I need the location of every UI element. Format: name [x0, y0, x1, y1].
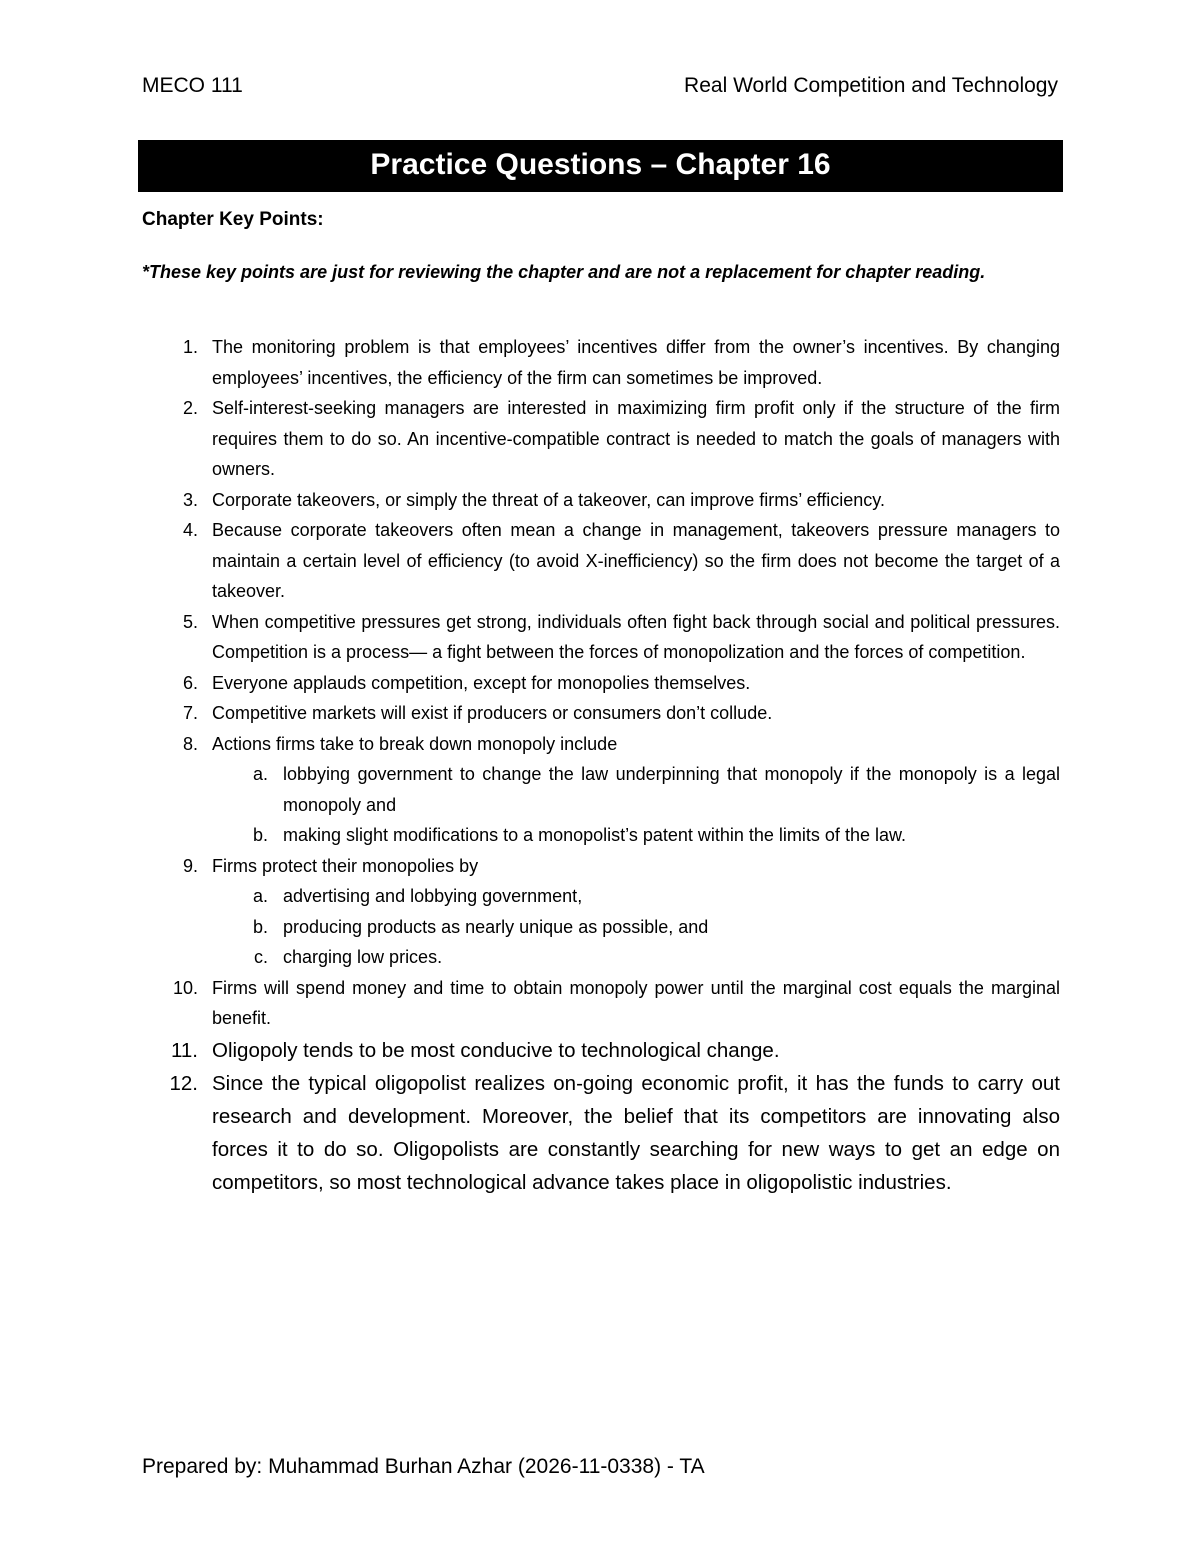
key-point-number: 5.	[182, 611, 198, 632]
key-point-text: Since the typical oligopolist realizes on-going economic profit, it has the funds to carry out research and development. Moreover, the belief that its competitors are innovating also forces it to do so. Oligopolists are constantly searching for new ways to get an edge on competitors, so most technological advance takes place in oligopolistic industries.	[212, 1071, 1060, 1194]
key-point-number: 11.	[171, 1038, 198, 1062]
header-topic: Real World Competition and Technology	[684, 74, 1058, 97]
key-point-text: When competitive pressures get strong, individuals often fight back through social and political pressures. Competition is a process— a fight between the forces of monopolization and the forces of competition.	[212, 611, 1060, 662]
key-point-item	[142, 973, 1060, 1034]
key-point-item	[142, 851, 1060, 973]
key-point-number: 10.	[172, 977, 198, 998]
sub-point-list	[212, 759, 1060, 851]
key-point-item	[142, 607, 1060, 668]
sub-point-text: charging low prices.	[283, 947, 443, 967]
key-point-text: Competitive markets will exist if producers or consumers don’t collude.	[212, 703, 773, 723]
key-point-item	[142, 393, 1060, 485]
key-point-number: 2.	[182, 398, 198, 418]
key-point-text: Actions firms take to break down monopoly include	[212, 733, 618, 754]
key-point-item	[142, 1034, 1060, 1067]
key-points-list	[142, 332, 1060, 1199]
sub-point-letter: c.	[253, 947, 268, 967]
key-point-item	[142, 515, 1060, 607]
page-title: Practice Questions – Chapter 16	[138, 140, 1063, 192]
sub-point-letter: a.	[252, 886, 268, 906]
sub-point-letter: b.	[252, 916, 268, 937]
key-point-number: 3.	[182, 489, 198, 510]
key-point-number: 4.	[182, 520, 198, 540]
key-point-number: 12.	[169, 1071, 198, 1095]
key-point-text: The monitoring problem is that employees’ incentives differ from the owner’s incentives. By changing employees’ incentives, the efficiency of the firm can sometimes be improved.	[212, 337, 1060, 388]
key-point-item	[142, 485, 1060, 516]
sub-point-text: lobbying government to change the law underpinning that monopoly if the monopoly is a legal monopoly and	[283, 764, 1060, 815]
sub-point-text: advertising and lobbying government,	[283, 886, 583, 906]
key-point-item	[142, 332, 1060, 393]
key-point-number: 1.	[182, 337, 198, 357]
key-point-text: Everyone applauds competition, except for monopolies themselves.	[212, 672, 751, 693]
key-point-text: Firms protect their monopolies by	[212, 855, 479, 876]
section-heading: Chapter Key Points:	[142, 209, 324, 230]
sub-point-letter: a.	[252, 764, 268, 784]
key-point-item	[142, 668, 1060, 699]
sub-point-item	[212, 912, 1060, 943]
key-point-text: Firms will spend money and time to obtain monopoly power until the marginal cost equals the marginal benefit.	[212, 977, 1060, 1028]
sub-point-list	[212, 881, 1060, 973]
key-point-number: 9.	[182, 855, 198, 876]
sub-point-item	[212, 942, 1060, 973]
key-point-text: Self-interest-seeking managers are interested in maximizing firm profit only if the structure of the firm requires them to do so. An incentive-compatible contract is needed to match the goals of managers with owners.	[212, 398, 1060, 479]
key-point-text: Because corporate takeovers often mean a change in management, takeovers pressure managers to maintain a certain level of efficiency (to avoid X-inefficiency) so the firm does not become the target of a takeover.	[212, 520, 1060, 601]
key-point-number: 8.	[182, 733, 198, 754]
sub-point-item	[212, 881, 1060, 912]
key-point-text: Oligopoly tends to be most conducive to technological change.	[212, 1038, 780, 1062]
key-point-text: Corporate takeovers, or simply the threat of a takeover, can improve firms’ efficiency.	[212, 489, 885, 510]
sub-point-item	[212, 759, 1060, 820]
key-point-item	[142, 1067, 1060, 1199]
sub-point-text: producing products as nearly unique as possible, and	[283, 916, 709, 937]
sub-point-item	[212, 820, 1060, 851]
sub-point-letter: b.	[252, 825, 268, 845]
sub-point-text: making slight modifications to a monopolist’s patent within the limits of the law.	[283, 825, 906, 845]
key-point-item	[142, 729, 1060, 851]
key-point-number: 7.	[182, 703, 198, 723]
course-code: MECO 111	[142, 74, 243, 97]
review-note: *These key points are just for reviewing the chapter and are not a replacement for chapter reading.	[142, 262, 986, 282]
key-point-item	[142, 698, 1060, 729]
footer-credit: Prepared by: Muhammad Burhan Azhar (2026-11-0338) - TA	[142, 1455, 705, 1478]
key-point-number: 6.	[182, 672, 198, 693]
